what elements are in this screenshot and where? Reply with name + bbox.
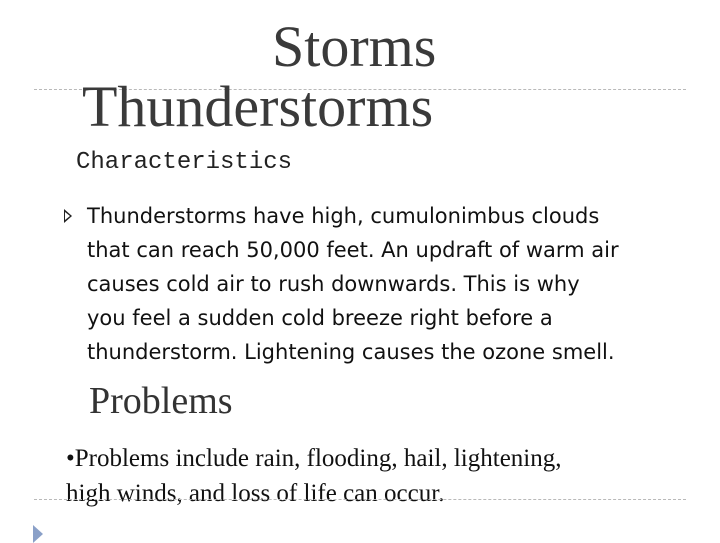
paragraph-line: Thunderstorms have high, cumulonimbus clouds — [87, 204, 600, 228]
characteristics-heading: Characteristics — [76, 149, 293, 176]
next-slide-arrow-icon[interactable] — [33, 525, 43, 543]
problems-heading: Problems — [89, 380, 233, 422]
characteristics-paragraph — [87, 199, 717, 369]
paragraph-line: •Problems include rain, flooding, hail, lightening, — [66, 445, 562, 472]
title-storms: Storms — [272, 14, 437, 79]
paragraph-line: you feel a sudden cold breeze right before a — [87, 306, 553, 330]
paragraph-line: causes cold air to rush downwards. This is why — [87, 272, 580, 296]
footer-divider — [34, 499, 686, 500]
paragraph-line: thunderstorm. Lightening causes the ozone smell. — [87, 340, 615, 364]
title-thunderstorms: Thunderstorms — [82, 74, 434, 139]
paragraph-line: that can reach 50,000 feet. An updraft of warm air — [87, 238, 619, 262]
problems-paragraph — [66, 441, 706, 511]
triangle-bullet-icon — [64, 209, 72, 223]
paragraph-line: high winds, and loss of life can occur. — [66, 480, 445, 507]
